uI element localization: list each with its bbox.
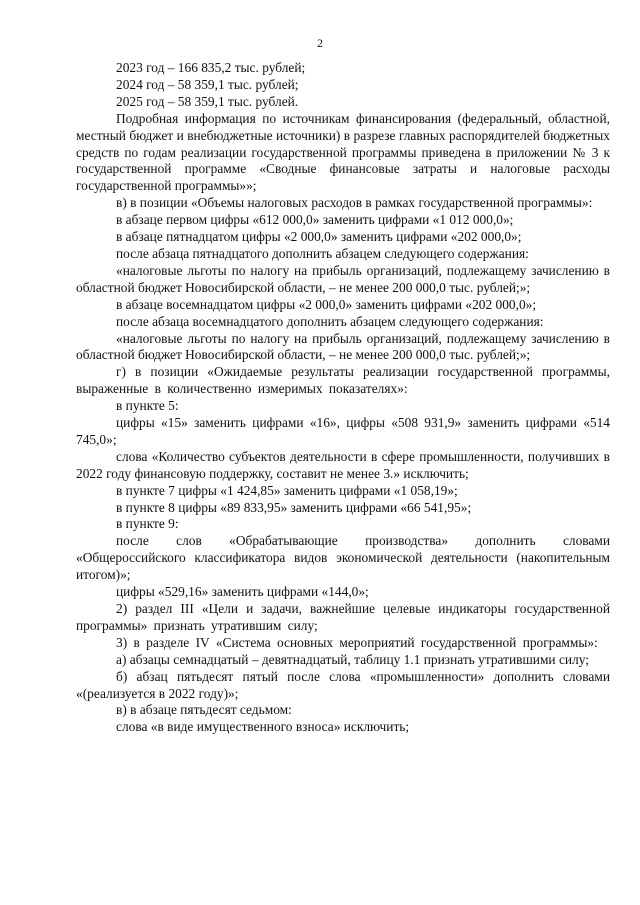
paragraph: цифры «529,16» заменить цифрами «144,0»; xyxy=(116,584,369,600)
paragraph: 2) раздел III «Цели и задачи, важнейшие целевые индикаторы государственной программы» признать утратившим силу; xyxy=(76,601,610,633)
page-number: 2 xyxy=(317,36,323,50)
paragraph: в пункте 7 цифры «1 424,85» заменить цифрами «1 058,19»; xyxy=(116,482,458,498)
document-body xyxy=(76,60,610,736)
paragraph: в пункте 8 цифры «89 833,95» заменить цифрами «66 541,95»; xyxy=(116,499,472,515)
paragraph: б) абзац пятьдесят пятый после слова «промышленности» дополнить словами «(реализуется в 2022 году)»; xyxy=(76,668,610,701)
paragraph: слова «Количество субъектов деятельности в сфере промышленности, получивших в 2022 году финансовую поддержку, составит не менее 3.» исключить; xyxy=(76,448,610,481)
paragraph: после абзаца восемнадцатого дополнить абзацем следующего содержания: xyxy=(116,313,544,329)
paragraph: 3) в разделе IV «Система основных мероприятий государственной программы»: xyxy=(116,634,598,650)
paragraph: 2025 год – 58 359,1 тыс. рублей. xyxy=(116,93,299,109)
paragraph: после слов «Обрабатывающие производства» дополнить словами «Общероссийского классификатора видов экономической деятельности (накопительным итогом)»; xyxy=(76,533,610,583)
paragraph: в абзаце первом цифры «612 000,0» заменить цифрами «1 012 000,0»; xyxy=(116,212,514,228)
paragraph: в) в позиции «Объемы налоговых расходов в рамках государственной программы»: xyxy=(116,195,593,211)
paragraph: в пункте 5: xyxy=(116,398,179,414)
paragraph: слова «в виде имущественного взноса» исключить; xyxy=(116,719,410,735)
paragraph: в) в абзаце пятьдесят седьмом: xyxy=(116,702,292,718)
paragraph: «налоговые льготы по налогу на прибыль организаций, подлежащему зачислению в областной бюджет Новосибирской области, – не менее 200 000,0 тыс. рублей;»; xyxy=(76,262,610,295)
paragraph: 2024 год – 58 359,1 тыс. рублей; xyxy=(116,76,299,92)
paragraph: в пункте 9: xyxy=(116,516,179,532)
paragraph: после абзаца пятнадцатого дополнить абзацем следующего содержания: xyxy=(116,245,529,261)
paragraph: 2023 год – 166 835,2 тыс. рублей; xyxy=(116,60,306,75)
paragraph: Подробная информация по источникам финансирования (федеральный, областной, местный бюджет и внебюджетные источники) в разрезе главных распорядителей бюджетных средств по годам реализации государственной программы приведена в приложении № 3 к государственной программе «Сводные финансовые затраты и налоговые расходы государственной программы»»; xyxy=(76,110,610,194)
paragraph: г) в позиции «Ожидаемые результаты реализации государственной программы, выраженные в количественно измеримых показателях»: xyxy=(76,364,610,397)
paragraph: в абзаце восемнадцатом цифры «2 000,0» заменить цифрами «202 000,0»; xyxy=(116,296,537,312)
paragraph: «налоговые льготы по налогу на прибыль организаций, подлежащему зачислению в областной бюджет Новосибирской области, – не менее 200 000,0 тыс. рублей;»; xyxy=(76,330,610,363)
paragraph: цифры «15» заменить цифрами «16», цифры «508 931,9» заменить цифрами «514 745,0»; xyxy=(76,415,610,447)
paragraph: а) абзацы семнадцатый – девятнадцатый, таблицу 1.1 признать утратившими силу; xyxy=(116,651,589,667)
paragraph: в абзаце пятнадцатом цифры «2 000,0» заменить цифрами «202 000,0»; xyxy=(116,229,522,245)
